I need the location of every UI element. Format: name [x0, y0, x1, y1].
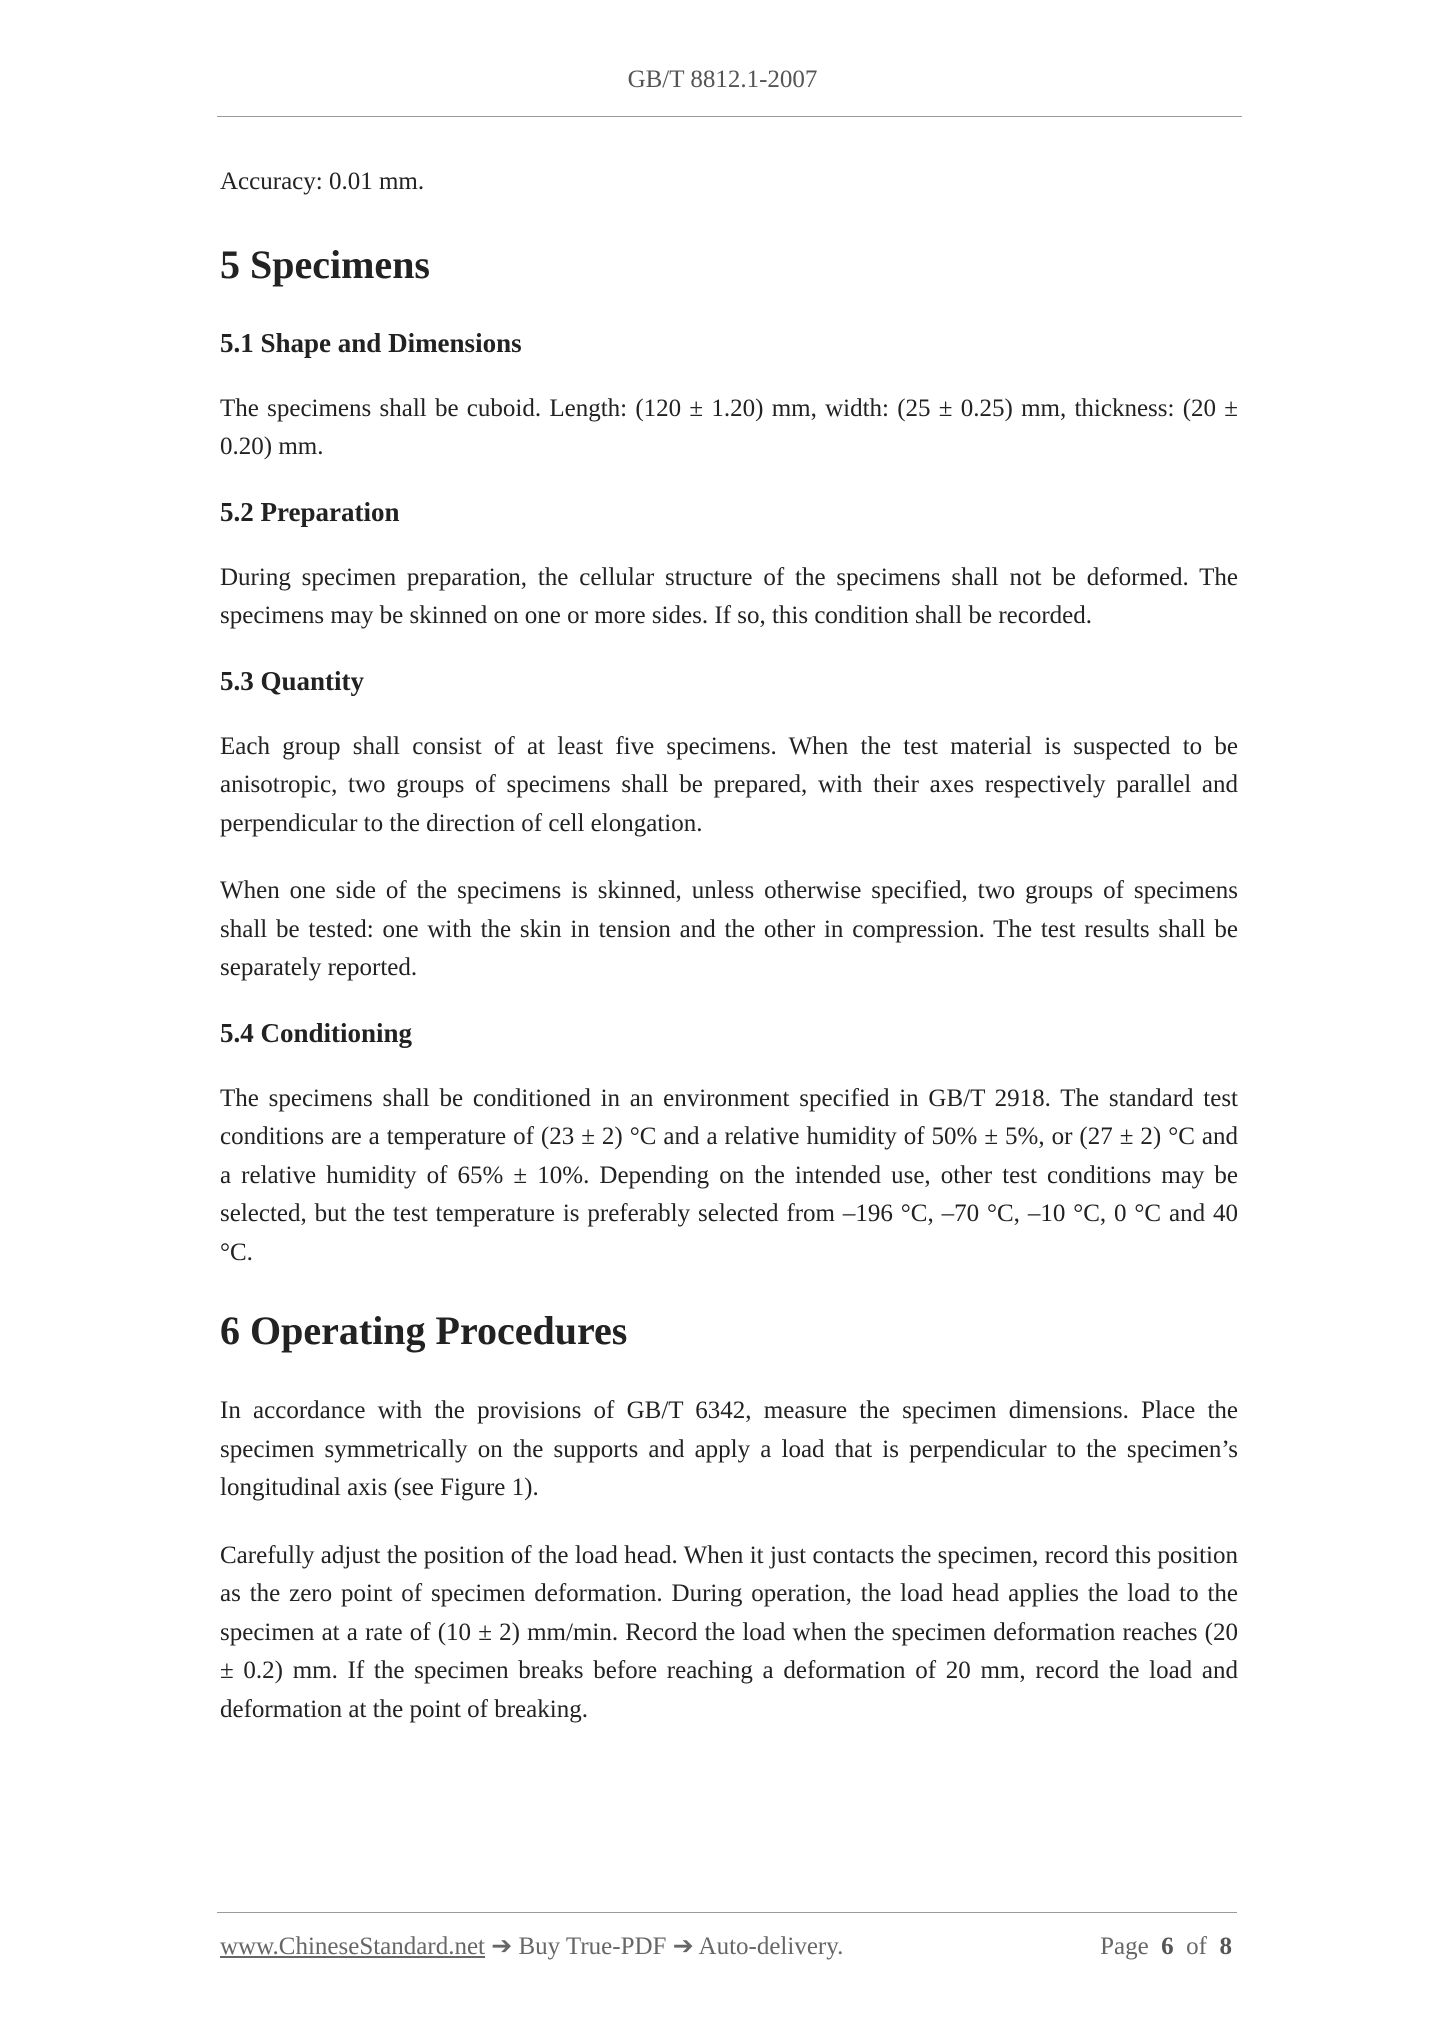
- section-5-2-paragraph: During specimen preparation, the cellular structure of the specimens shall not be deformed. The specimens may be skinned on one or more sides. If so, this condition shall be recorded.: [220, 563, 1238, 629]
- buy-pdf-text: Buy True-PDF: [518, 1933, 667, 1960]
- auto-delivery-text: Auto-delivery.: [698, 1933, 844, 1960]
- arrow-icon: ➔: [491, 1933, 513, 1960]
- accuracy-line: Accuracy: 0.01 mm.: [220, 168, 425, 195]
- section-6-paragraph-2: Carefully adjust the position of the load head. When it just contacts the specimen, record this position as the zero point of specimen deformation. During operation, the load head applies the load to the specimen at a rate of (10 ± 2) mm/min. Record the load when the specimen deformation reaches (20 ± 0.2) mm. If the specimen breaks before reaching a deformation of 20 mm, record the load and deformation at the point of breaking.: [220, 1541, 1238, 1723]
- section-6-paragraph-1: In accordance with the provisions of GB/T 6342, measure the specimen dimensions. Place the specimen symmetrically on the supports and apply a load that is perpendicular to the specimen’s longitudinal axis (see Figure 1).: [220, 1397, 1238, 1501]
- footer-divider: [217, 1912, 1237, 1913]
- page-label: Page: [1100, 1933, 1149, 1960]
- of-label: of: [1186, 1933, 1207, 1960]
- section-5-1-heading: 5.1 Shape and Dimensions: [220, 327, 522, 358]
- section-5-heading: 5 Specimens: [220, 241, 430, 287]
- section-5-4-heading: 5.4 Conditioning: [220, 1017, 413, 1048]
- section-5-2-heading: 5.2 Preparation: [220, 496, 400, 527]
- section-5-3-paragraph-2: When one side of the specimens is skinned, unless otherwise specified, two groups of specimens shall be tested: one with the skin in tension and the other in compression. The test results shall be separately reported.: [220, 877, 1238, 981]
- website-link[interactable]: www.ChineseStandard.net: [220, 1933, 485, 1960]
- total-pages-number: 8: [1219, 1933, 1232, 1960]
- section-5-3-paragraph-1: Each group shall consist of at least five specimens. When the test material is suspected to be anisotropic, two groups of specimens shall be prepared, with their axes respectively parallel and perpendicular to the direction of cell elongation.: [220, 732, 1238, 837]
- section-6-heading: 6 Operating Procedures: [220, 1308, 628, 1353]
- page-content: [220, 163, 1238, 1758]
- section-5-3-heading: 5.3 Quantity: [220, 665, 365, 696]
- current-page-number: 6: [1161, 1933, 1174, 1960]
- section-5-4-paragraph: The specimens shall be conditioned in an environment specified in GB/T 2918. The standard test conditions are a temperature of (23 ± 2) °C and a relative humidity of 50% ± 5%, or (27 ± 2) °C and a relative humidity of 65% ± 10%. Depending on the intended use, other test conditions may be selected, but the test temperature is preferably selected from –196 °C, –70 °C, –10 °C, 0 °C and 40 °C.: [220, 1084, 1238, 1266]
- document-code-header: GB/T 8812.1-2007: [627, 66, 818, 93]
- header-divider: [217, 116, 1242, 117]
- page-number-indicator: [1100, 1930, 1232, 1964]
- section-5-1-paragraph: The specimens shall be cuboid. Length: (120 ± 1.20) mm, width: (25 ± 0.25) mm, thickness: (20 ± 0.20) mm.: [220, 394, 1238, 460]
- arrow-icon: ➔: [672, 1933, 694, 1960]
- page-footer: [220, 1930, 1232, 1964]
